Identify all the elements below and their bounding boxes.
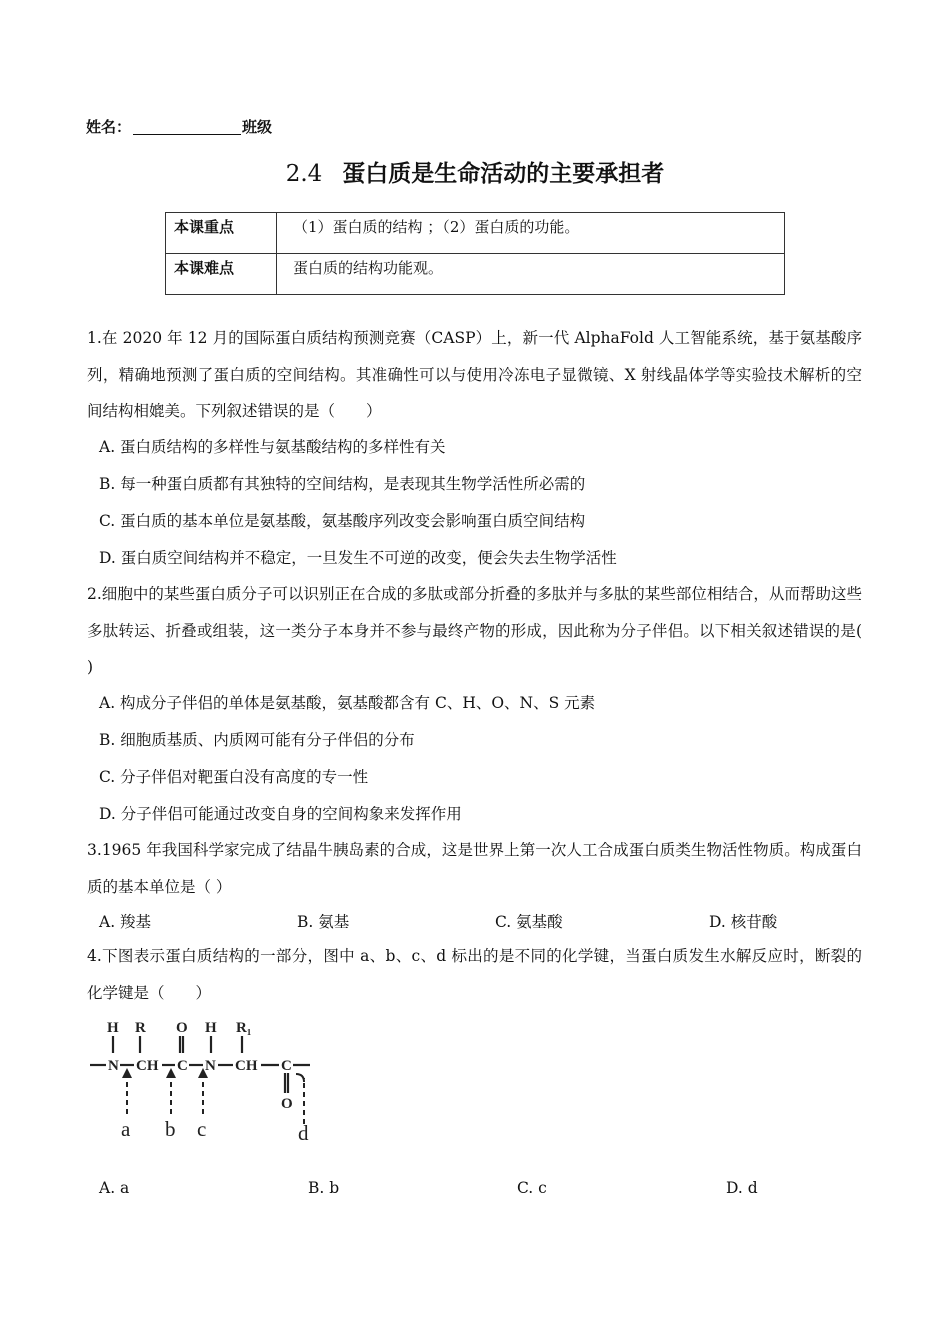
atom-h-1: H — [107, 1020, 119, 1036]
question-2-option-c[interactable]: C. 分子伴侣对靶蛋白没有高度的专一性 — [99, 768, 369, 786]
question-2-option-a[interactable]: A. 构成分子伴侣的单体是氨基酸，氨基酸都含有 C、H、O、N、S 元素 — [99, 694, 596, 712]
question-3-option-c[interactable]: C. 氨基酸 — [495, 913, 563, 931]
table-row — [166, 213, 785, 254]
question-3-option-d[interactable]: D. 核苷酸 — [709, 913, 778, 931]
question-1-option-d[interactable]: D. 蛋白质空间结构并不稳定，一旦发生不可逆的改变，便会失去生物学活性 — [99, 549, 617, 567]
atom-c-1: C — [177, 1058, 188, 1074]
question-2-stem: 2.细胞中的某些蛋白质分子可以识别正在合成的多肽或部分折叠的多肽并与多肽的某些部位相结合，从而帮助这些多肽转运、折叠或组装，这一类分子本身并不参与最终产物的形成，因此称为分子伴侣。以下相关叙述错误的是( ) — [87, 585, 862, 676]
name-class-line — [86, 116, 272, 138]
question-2-option-b[interactable]: B. 细胞质基质、内质网可能有分子伴侣的分布 — [99, 731, 415, 749]
atom-n-2: N — [205, 1058, 216, 1074]
page-title — [0, 156, 950, 192]
atom-c-2: C — [281, 1058, 292, 1074]
key-label: 本课重点 — [166, 213, 277, 254]
name-blank[interactable] — [133, 118, 241, 135]
question-1-option-c[interactable]: C. 蛋白质的基本单位是氨基酸，氨基酸序列改变会影响蛋白质空间结构 — [99, 512, 586, 530]
atom-r1: R₁ — [236, 1020, 252, 1036]
question-3-option-b[interactable]: B. 氨基 — [297, 913, 350, 931]
key-value: （1）蛋白质的结构 ；（2）蛋白质的功能。 — [277, 213, 785, 254]
title-number: 2.4 — [285, 161, 323, 187]
class-label: 班级 — [242, 118, 273, 136]
pointer-arrows — [127, 1076, 304, 1124]
bond-lines — [90, 1036, 310, 1093]
label-d: d — [298, 1121, 309, 1145]
question-3-option-a[interactable]: A. 羧基 — [99, 913, 152, 931]
table-row — [166, 254, 785, 295]
atom-n-1: N — [108, 1058, 119, 1074]
atom-o-top: O — [176, 1020, 188, 1036]
difficulty-label: 本课难点 — [166, 254, 277, 295]
key-points-table — [165, 212, 785, 295]
atom-ch-2: CH — [235, 1058, 258, 1074]
peptide-structure-diagram — [88, 1016, 328, 1146]
question-4-option-d[interactable]: D. d — [726, 1179, 758, 1197]
title-text: 蛋白质是生命活动的主要承担者 — [342, 161, 665, 187]
label-c: c — [197, 1117, 207, 1141]
difficulty-value: 蛋白质的结构功能观。 — [277, 254, 785, 295]
label-b: b — [165, 1117, 176, 1141]
question-4-option-a[interactable]: A. a — [99, 1179, 130, 1197]
question-1-option-b[interactable]: B. 每一种蛋白质都有其独特的空间结构，是表现其生物学活性所必需的 — [99, 475, 586, 493]
question-1-stem: 1.在 2020 年 12 月的国际蛋白质结构预测竞赛（CASP）上，新一代 AlphaFold 人工智能系统，基于氨基酸序列，精确地预测了蛋白质的空间结构。其准确性可以与使用冷冻电子显微镜、X 射线晶体学等实验技术解析的空间结构相媲美。下列叙述错误的是（ ） — [87, 329, 862, 420]
question-4-option-c[interactable]: C. c — [517, 1179, 547, 1197]
name-label: 姓名： — [86, 118, 132, 136]
question-4-option-b[interactable]: B. b — [308, 1179, 340, 1197]
question-1-option-a[interactable]: A. 蛋白质结构的多样性与氨基酸结构的多样性有关 — [99, 438, 446, 456]
question-2-option-d[interactable]: D. 分子伴侣可能通过改变自身的空间构象来发挥作用 — [99, 805, 462, 823]
atom-r: R — [135, 1020, 146, 1036]
label-a: a — [121, 1117, 131, 1141]
atom-h-2: H — [205, 1020, 217, 1036]
question-3-stem: 3.1965 年我国科学家完成了结晶牛胰岛素的合成，这是世界上第一次人工合成蛋白质类生物活性物质。构成蛋白质的基本单位是（ ） — [87, 841, 862, 896]
atom-o-bottom: O — [281, 1096, 293, 1112]
question-4-stem: 4.下图表示蛋白质结构的一部分，图中 a、b、c、d 标出的是不同的化学键，当蛋白质发生水解反应时，断裂的化学键是（ ） — [87, 947, 862, 1002]
atom-ch-1: CH — [136, 1058, 159, 1074]
